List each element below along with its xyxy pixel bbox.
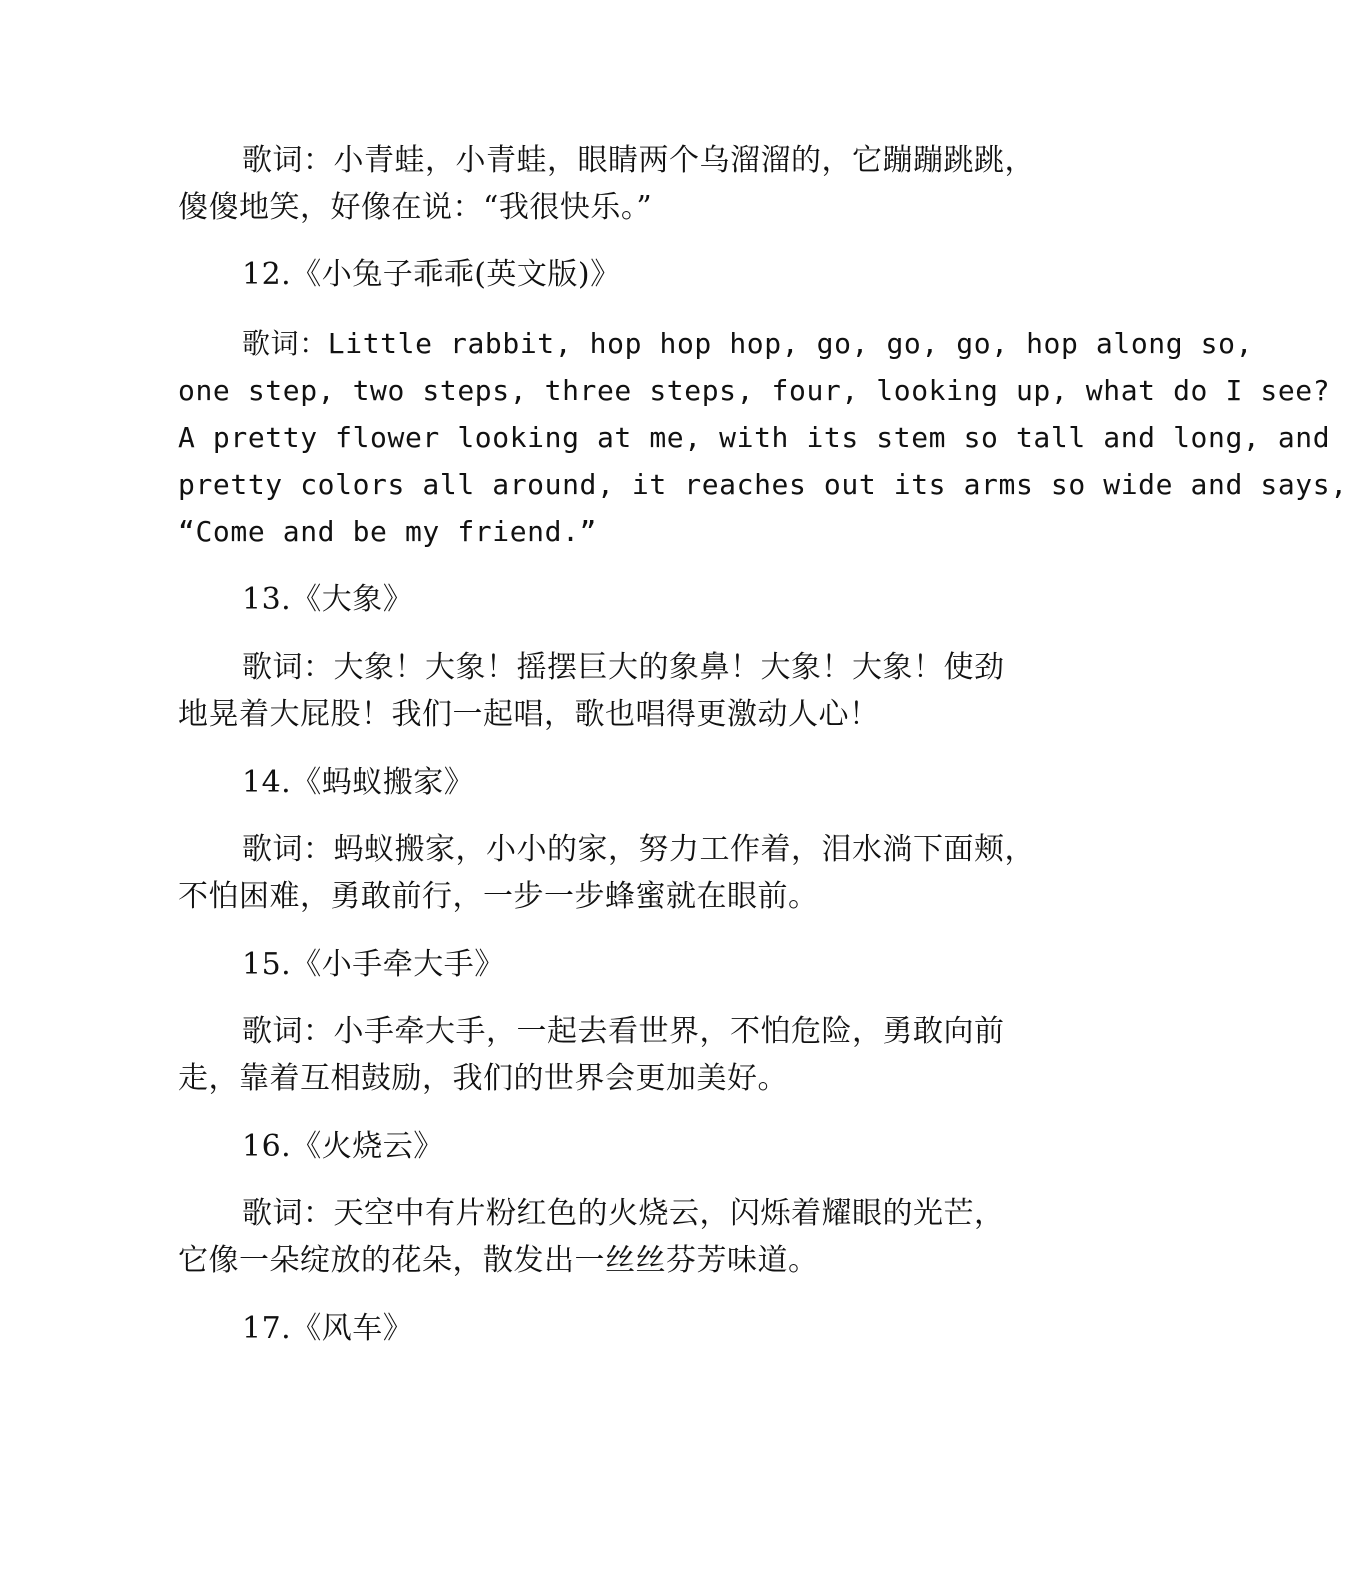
lyrics-paragraph — [178, 1008, 1212, 1102]
lyric-line: 傻傻地笑，好像在说：“我很快乐。” — [178, 190, 653, 225]
lyric-line: 走，靠着互相鼓励，我们的世界会更加美好。 — [178, 1061, 788, 1096]
lyrics-paragraph — [178, 644, 1212, 738]
lyrics-paragraph — [178, 826, 1212, 920]
lyric-line: one step, two steps, three steps, four, looking up, what do I see? — [178, 374, 1331, 407]
lyric-line: A pretty flower looking at me, with its stem so tall and long, and — [178, 421, 1331, 454]
lyric-line: 歌词：Little rabbit, hop hop hop, go, go, go, hop along so, — [242, 327, 1254, 360]
song-title: 12.《小兔子乖乖(英文版)》 — [242, 257, 621, 292]
song-heading — [178, 759, 1212, 806]
lyric-line: “Come and be my friend.” — [178, 515, 597, 548]
song-title: 17.《风车》 — [242, 1311, 414, 1346]
lyric-line: pretty colors all around, it reaches out its arms so wide and says, — [178, 468, 1348, 501]
song-title: 13.《大象》 — [242, 582, 414, 617]
song-title: 14.《蚂蚁搬家》 — [242, 765, 475, 800]
song-heading — [178, 251, 1212, 298]
song-title: 16.《火烧云》 — [242, 1129, 444, 1164]
song-heading — [178, 576, 1212, 623]
song-heading — [178, 941, 1212, 988]
lyric-line: 不怕困难，勇敢前行，一步一步蜂蜜就在眼前。 — [178, 879, 819, 914]
lyric-line: 它像一朵绽放的花朵，散发出一丝丝芬芳味道。 — [178, 1243, 819, 1278]
lyric-line: 歌词：天空中有片粉红色的火烧云，闪烁着耀眼的光芒， — [242, 1196, 1005, 1231]
lyric-line: 歌词：大象！大象！摇摆巨大的象鼻！大象！大象！使劲 — [242, 650, 1005, 685]
lyric-line: 歌词：小青蛙，小青蛙，眼睛两个乌溜溜的，它蹦蹦跳跳， — [242, 143, 1035, 178]
song-heading — [178, 1305, 1212, 1352]
song-title: 15.《小手牵大手》 — [242, 947, 505, 982]
lyrics-paragraph — [178, 320, 1348, 555]
lyrics-paragraph — [178, 137, 1212, 231]
lyric-line: 歌词：蚂蚁搬家，小小的家，努力工作着，泪水淌下面颊， — [242, 832, 1035, 867]
song-heading — [178, 1123, 1212, 1170]
lyric-line: 地晃着大屁股！我们一起唱，歌也唱得更激动人心！ — [178, 697, 880, 732]
lyric-line: 歌词：小手牵大手，一起去看世界，不怕危险，勇敢向前 — [242, 1014, 1005, 1049]
lyrics-paragraph — [178, 1190, 1212, 1284]
